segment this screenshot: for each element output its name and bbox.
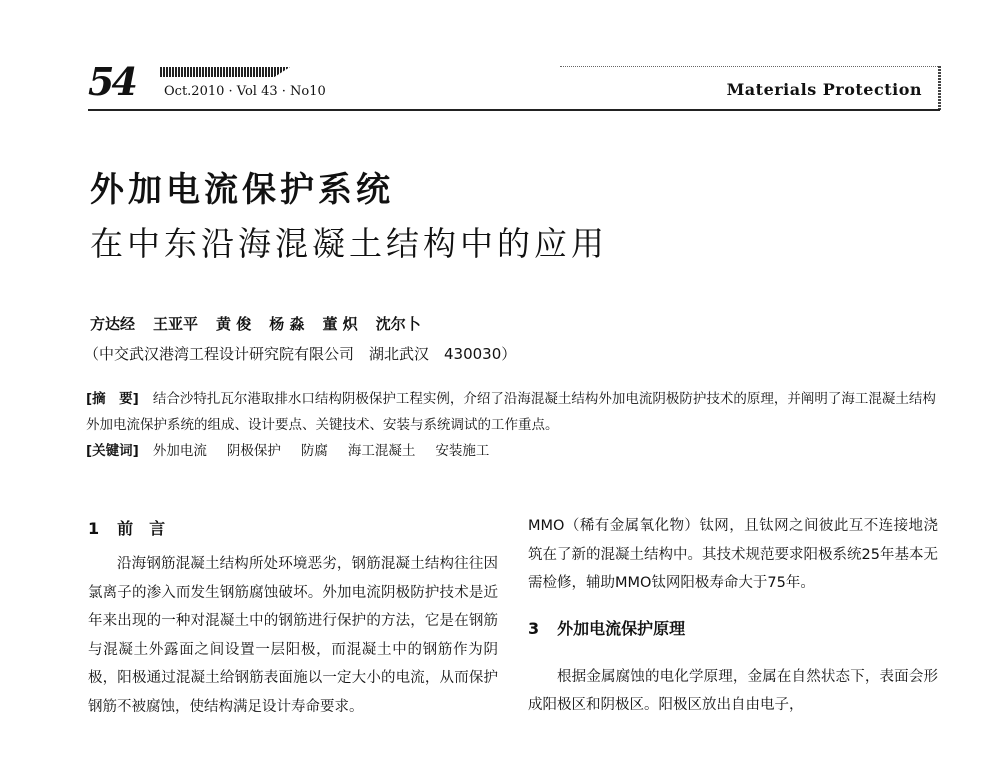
section-number: 1 <box>88 519 100 538</box>
header-dotted-rule <box>560 66 940 67</box>
section-title: 外加电流保护原理 <box>557 618 686 638</box>
abstract-text: 结合沙特扎瓦尔港取排水口结构阴极保护工程实例，介绍了沿海混凝土结构外加电流阴极防护技术的原理，并阐明了海工混凝土结构外加电流保护系统的组成、设计要点、关键技术、安装与系统调试的工作重点。 <box>86 391 936 433</box>
keywords-paragraph <box>86 438 946 464</box>
section-title: 前 言 <box>117 519 166 538</box>
author: 杨 淼 <box>269 315 305 333</box>
header-edge-mark <box>938 66 941 110</box>
header-decoration <box>160 67 290 77</box>
author-list <box>90 313 421 334</box>
abstract-label: [摘 要] <box>86 391 139 407</box>
page-number: 54 <box>88 59 135 104</box>
journal-name: Materials Protection <box>726 80 922 99</box>
author: 方达经 <box>90 315 136 333</box>
keyword: 安装施工 <box>435 443 490 459</box>
section-heading <box>528 612 938 650</box>
keyword: 阴极保护 <box>226 443 281 459</box>
keyword: 海工混凝土 <box>347 443 416 459</box>
section-heading <box>88 512 498 550</box>
article-title-line2: 在中东沿海混凝土结构中的应用 <box>90 224 608 263</box>
keyword: 防腐 <box>300 443 328 459</box>
abstract-paragraph <box>86 386 946 438</box>
author: 王亚平 <box>153 315 199 333</box>
affiliation: （中交武汉港湾工程设计研究院有限公司 湖北武汉 430030） <box>84 345 517 363</box>
author: 黄 俊 <box>216 315 252 333</box>
body-column-left <box>88 512 498 721</box>
header-rule <box>88 109 940 111</box>
author: 沈尔卜 <box>375 315 421 333</box>
keyword: 外加电流 <box>152 443 207 459</box>
body-column-right <box>528 512 938 720</box>
section-number: 3 <box>528 618 540 638</box>
body-paragraph: 沿海钢筋混凝土结构所处环境恶劣，钢筋混凝土结构往往因氯离子的渗入而发生钢筋腐蚀破坏。外加电流阴极防护技术是近年来出现的一种对混凝土中的钢筋进行保护的方法，它是在钢筋与混凝土外露面之间设置一层阳极，而混凝土中的钢筋作为阴极，阳极通过混凝土给钢筋表面施以一定大小的电流，从而保护钢筋不被腐蚀，使结构满足设计寿命要求。 <box>88 556 498 715</box>
author: 董 炽 <box>322 315 358 333</box>
article-title-line1: 外加电流保护系统 <box>90 170 394 210</box>
abstract-block <box>86 386 946 464</box>
body-paragraph: MMO（稀有金属氧化物）钛网，且钛网之间彼此互不连接地浇筑在了新的混凝土结构中。其技术规范要求阳极系统25年基本无需检修，辅助MMO钛网阳极寿命大于75年。 <box>528 518 938 591</box>
keywords-label: [关键词] <box>86 443 139 459</box>
issue-info: Oct.2010 · Vol 43 · No10 <box>164 84 326 99</box>
body-paragraph: 根据金属腐蚀的电化学原理，金属在自然状态下，表面会形成阳极区和阴极区。阳极区放出自由电子， <box>528 668 938 714</box>
